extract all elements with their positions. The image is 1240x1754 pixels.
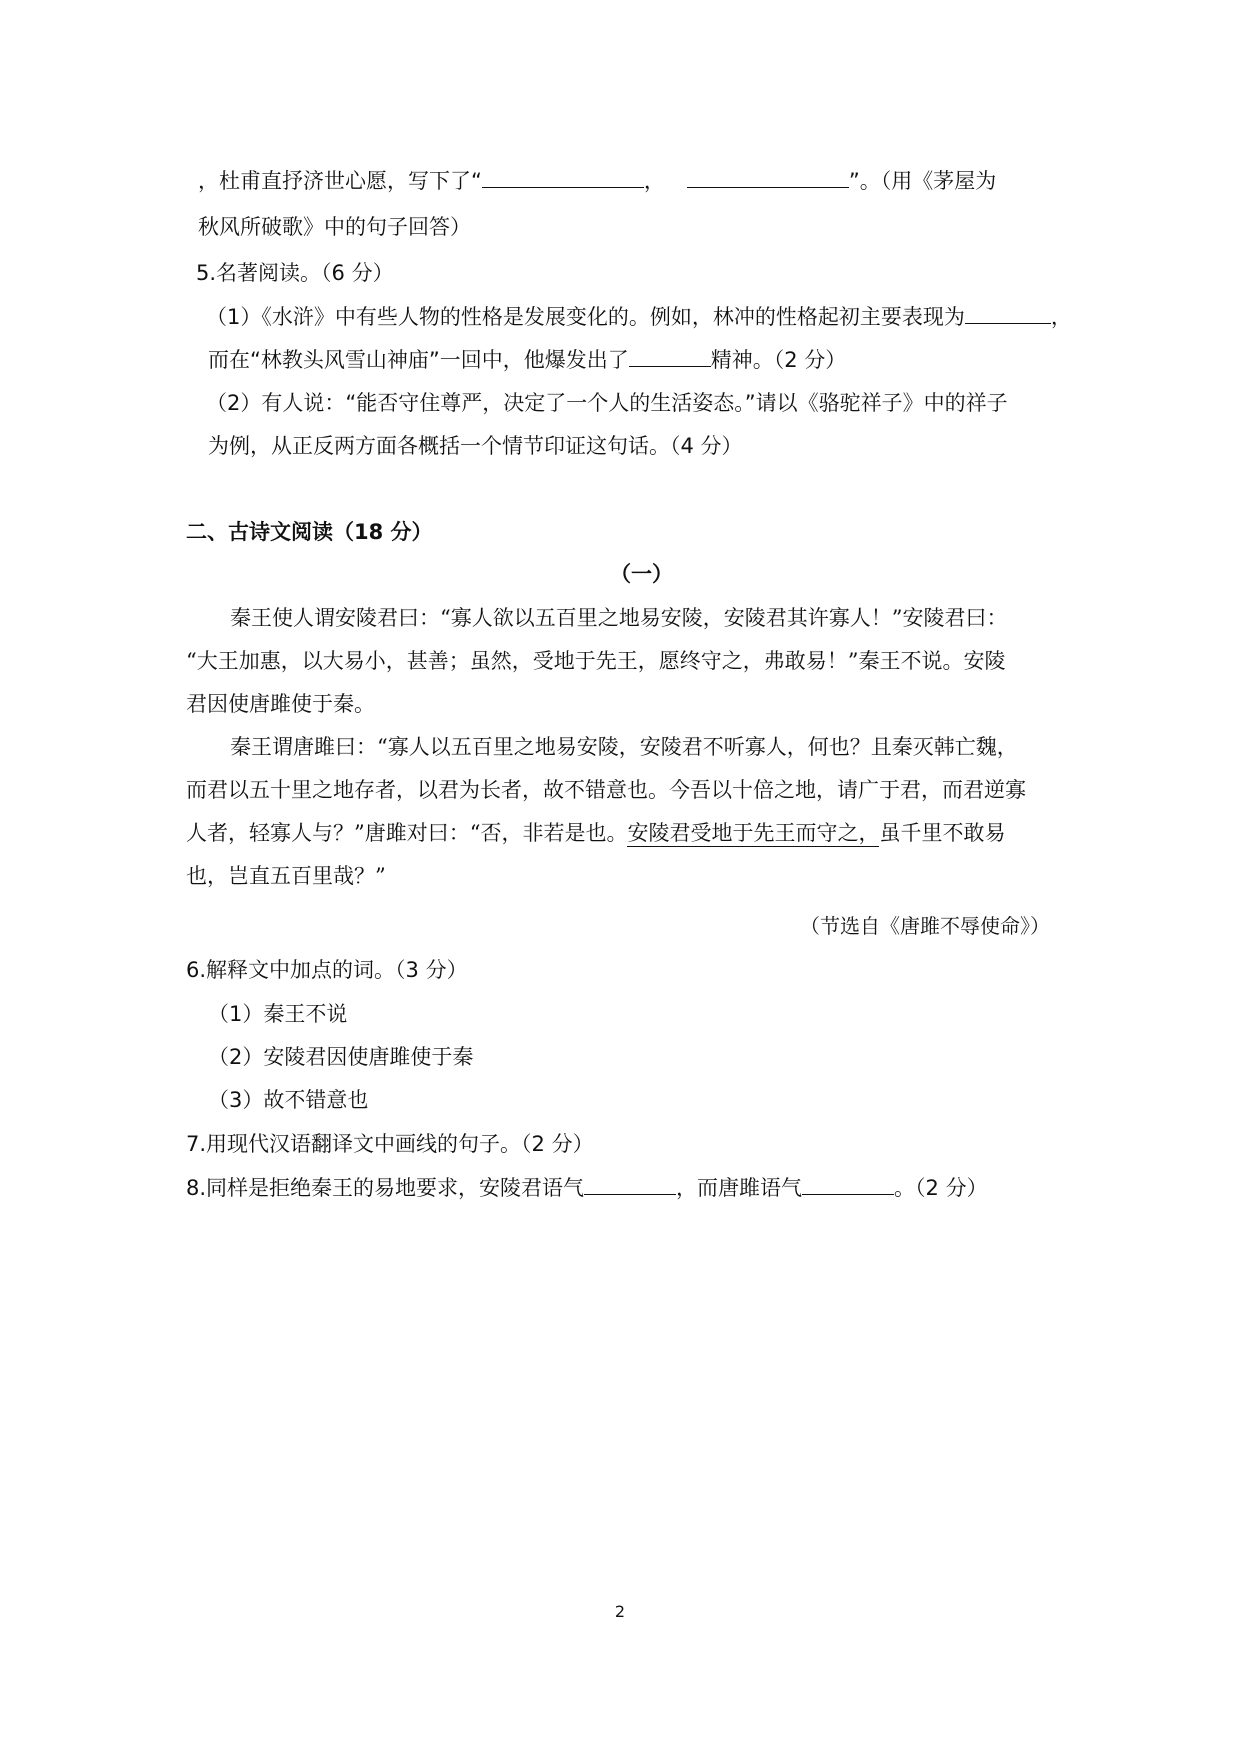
passage-p1-line-2: “大王加惠，以大易小，甚善；虽然，受地于先王，愿终守之，弗敢易！”秦王不说。安陵 bbox=[186, 649, 1006, 673]
q8-text-b: ，而唐雎语气 bbox=[676, 1176, 803, 1200]
page-number: 2 bbox=[614, 1602, 626, 1621]
q5-answer-blank-1[interactable] bbox=[965, 303, 1051, 324]
q8-text-c: 。（2 分） bbox=[894, 1176, 988, 1200]
q8-answer-blank-2[interactable] bbox=[802, 1174, 894, 1195]
q5-sub1-text-c: 而在“林教头风雪山神庙”一回中，他爆发出了 bbox=[208, 348, 629, 372]
passage-p1-line-3: 君因使唐雎使于秦。 bbox=[186, 692, 375, 716]
q4-text-mid: ， bbox=[643, 169, 665, 193]
q8-line bbox=[186, 1173, 988, 1203]
q5-sub1-line-1 bbox=[206, 302, 1072, 332]
q8-text-a: 8.同样是拒绝秦王的易地要求，安陵君语气 bbox=[186, 1176, 585, 1200]
q5-sub2-line-1: （2）有人说：“能否守住尊严，决定了一个人的生活姿态。”请以《骆驼祥子》中的祥子 bbox=[206, 391, 1008, 415]
q5-sub1-text-d: 精神。（2 分） bbox=[710, 348, 847, 372]
q7-title: 7.用现代汉语翻译文中画线的句子。（2 分） bbox=[186, 1132, 594, 1156]
q5-sub1-line-2 bbox=[208, 345, 846, 375]
q4-answer-blank-2[interactable] bbox=[687, 167, 849, 188]
section-2-heading: 二、古诗文阅读（18 分） bbox=[186, 520, 433, 544]
q6-item-3: （3）故不错意也 bbox=[208, 1088, 369, 1112]
underlined-sentence: 安陵君受地于先王而守之， bbox=[627, 821, 880, 845]
q5-sub2-line-2: 为例，从正反两方面各概括一个情节印证这句话。（4 分） bbox=[208, 434, 743, 458]
q4-text-post: ”。（用《茅屋为 bbox=[848, 169, 997, 193]
q5-answer-blank-2[interactable] bbox=[629, 346, 711, 367]
passage-p2-line-2: 而君以五十里之地存者，以君为长者，故不错意也。今吾以十倍之地，请广于君，而君逆寡 bbox=[186, 778, 1026, 802]
passage-p2-line-1: 秦王谓唐雎曰：“寡人以五百里之地易安陵，安陵君不听寡人，何也？且秦灭韩亡魏， bbox=[230, 735, 1018, 759]
q4-text-pre: ，杜甫直抒济世心愿，写下了“ bbox=[198, 169, 482, 193]
passage-p2-line-3-b: 虽千里不敢易 bbox=[879, 821, 1006, 845]
q5-title: 5.名著阅读。（6 分） bbox=[196, 261, 394, 285]
passage-p1-line-1: 秦王使人谓安陵君曰：“寡人欲以五百里之地易安陵，安陵君其许寡人！”安陵君曰： bbox=[230, 606, 1008, 630]
q4-line-2 bbox=[198, 212, 471, 242]
q6-item-2: （2）安陵君因使唐雎使于秦 bbox=[208, 1045, 474, 1069]
q6-item-1: （1）秦王不说 bbox=[208, 1002, 348, 1026]
passage-source: （节选自《唐雎不辱使命》） bbox=[800, 914, 1050, 938]
q8-answer-blank-1[interactable] bbox=[584, 1174, 676, 1195]
q4-line-1 bbox=[198, 166, 996, 196]
q4-answer-blank-1[interactable] bbox=[482, 167, 644, 188]
q5-sub1-text-a: （1）《水浒》中有些人物的性格是发展变化的。例如，林冲的性格起初主要表现为 bbox=[206, 305, 965, 329]
part-1-label: （一） bbox=[610, 562, 673, 586]
q5-sub1-text-b: ， bbox=[1050, 305, 1072, 329]
q4-text-line2: 秋风所破歌》中的句子回答） bbox=[198, 215, 471, 239]
passage-p2-line-4: 也，岂直五百里哉？” bbox=[186, 864, 386, 888]
q6-title: 6.解释文中加点的词。（3 分） bbox=[186, 958, 468, 982]
passage-p2-line-3-a: 人者，轻寡人与？”唐雎对曰：“否，非若是也。 bbox=[186, 821, 628, 845]
passage-p2-line-3 bbox=[186, 818, 1005, 848]
